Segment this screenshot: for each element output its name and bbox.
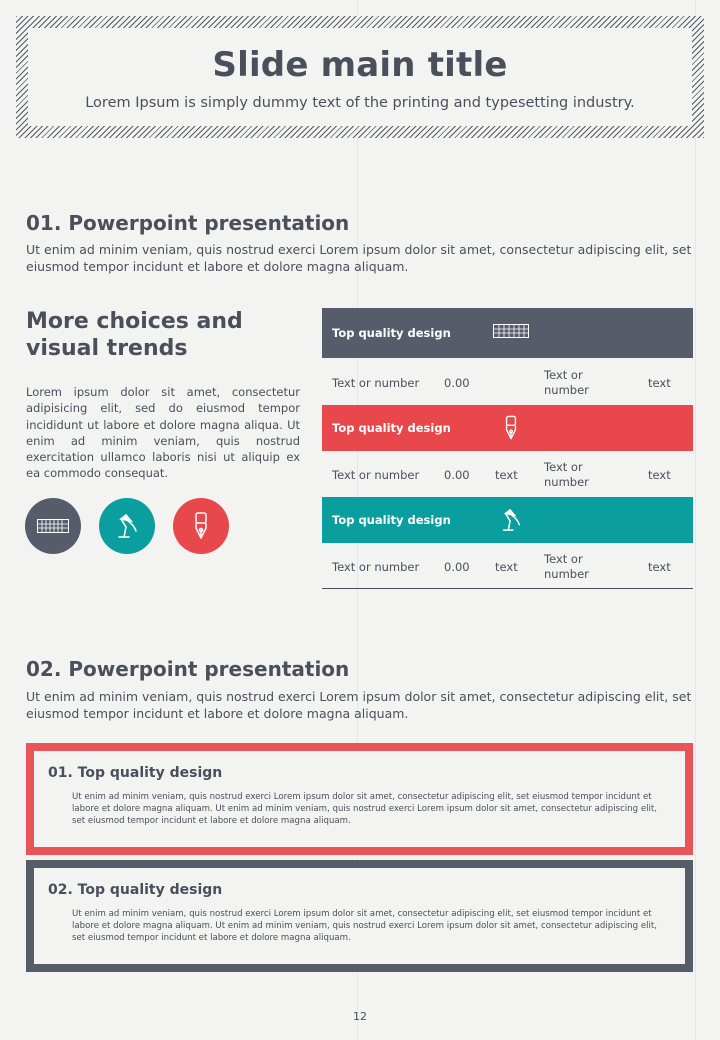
cell: text [495,560,518,574]
pen-nib-icon [192,512,210,540]
section-2-text: Ut enim ad minim veniam, quis nostrud exerci Lorem ipsum dolor sit amet, consectetur adipiscing elit, set eiusmod tempor incidunt et labore et dolore magna aliquam. [26,689,692,721]
choices-title: More choices and visual trends [26,309,243,361]
keyboard-icon [37,519,69,533]
title-banner [16,16,704,138]
cell: text [495,468,518,482]
feature-box-text: Ut enim ad minim veniam, quis nostrud exerci Lorem ipsum dolor sit amet, consectetur adipiscing elit, set eiusmod tempor incidunt et labore et dolore magna aliquam. Ut enim ad minim veniam, quis nostrud exerci Lorem ipsum dolor sit amet, consectetur adipiscing elit, set eiusmod tempor incidunt et labore et dolore magna aliquam. [72,792,657,827]
table-row [322,452,693,498]
pen-nib-icon [492,407,530,449]
pen-nib-icon-circle [173,498,229,554]
feature-box-title: 01. Top quality design [48,765,223,781]
cell: 0.00 [444,560,470,574]
table-header-label: Top quality design [332,513,451,527]
choices-text: Lorem ipsum dolor sit amet, consectetur adipisicing elit, sed do eiusmod tempor incididunt ut labore et dolore magna aliqua. Ut enim ad minim veniam, quis nostrud exercitation ullamco laboris nisi ut aliquip ex ea commodo consequat. [26,385,300,481]
cell: Text or number [544,460,589,489]
feature-box-2 [26,860,693,972]
desk-lamp-icon [492,505,530,535]
table-row [322,360,693,406]
table-header-2 [322,405,693,451]
cell: Text or number [332,376,420,390]
cell: text [648,560,671,574]
table-bottom-rule [322,588,693,589]
desk-lamp-icon [114,513,140,539]
feature-box-panel [34,868,685,964]
title-panel [28,28,692,126]
cell: text [648,376,671,390]
cell: Text or number [544,368,589,397]
keyboard-icon-circle [25,498,81,554]
table-header-3 [322,497,693,543]
section-2-heading: 02. Powerpoint presentation [26,657,350,681]
keyboard-icon [492,320,530,342]
slide-subtitle: Lorem Ipsum is simply dummy text of the printing and typesetting industry. [85,95,635,111]
table-row [322,544,693,590]
table-header-1 [322,308,693,358]
feature-box-title: 02. Top quality design [48,882,223,898]
feature-box-1 [26,743,693,855]
page-number: 12 [353,1010,367,1023]
desk-lamp-icon-circle [99,498,155,554]
cell: Text or number [332,468,420,482]
cell: Text or number [332,560,420,574]
cell: Text or number [544,552,589,581]
slide-title: Slide main title [212,45,508,85]
feature-box-panel [34,751,685,847]
table-header-label: Top quality design [332,421,451,435]
cell: text [648,468,671,482]
cell: 0.00 [444,376,470,390]
table-header-label: Top quality design [332,326,451,340]
section-1-text: Ut enim ad minim veniam, quis nostrud exerci Lorem ipsum dolor sit amet, consectetur adipiscing elit, set eiusmod tempor incidunt et labore et dolore magna aliquam. [26,242,692,274]
cell: 0.00 [444,468,470,482]
feature-box-text: Ut enim ad minim veniam, quis nostrud exerci Lorem ipsum dolor sit amet, consectetur adipiscing elit, set eiusmod tempor incidunt et labore et dolore magna aliquam. Ut enim ad minim veniam, quis nostrud exerci Lorem ipsum dolor sit amet, consectetur adipiscing elit, set eiusmod tempor incidunt et labore et dolore magna aliquam. [72,909,657,944]
section-1-heading: 01. Powerpoint presentation [26,211,350,235]
